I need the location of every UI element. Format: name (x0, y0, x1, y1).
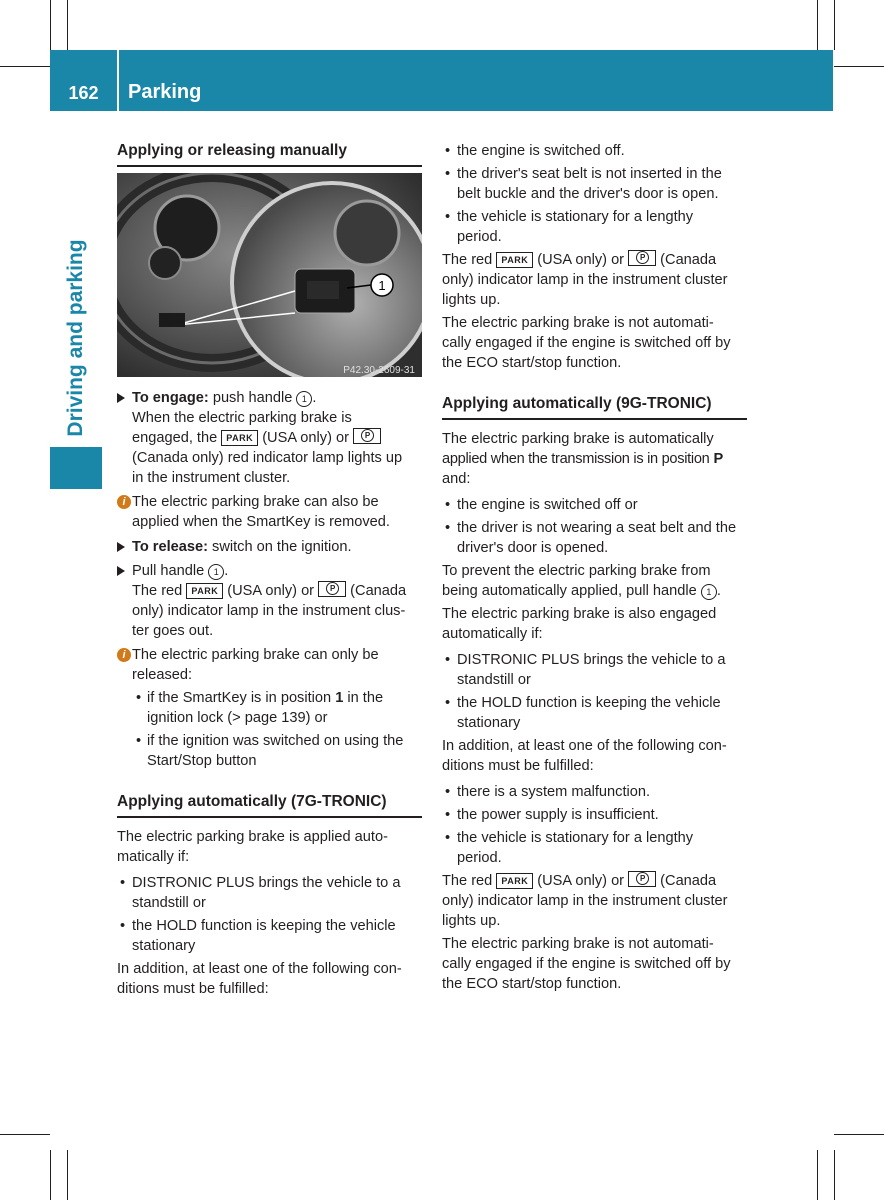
side-tab-label: Driving and parking (64, 239, 87, 437)
list-item: • the driver's seat belt is not inserted in the belt buckle and the driver's door is open. (442, 164, 752, 204)
paragraph: The red PARK (USA only) or P (Canada only) indicator lamp in the instrument cluster lights up. (442, 871, 752, 931)
step-arrow-icon (117, 542, 125, 552)
paragraph: In addition, at least one of the following con- ditions must be fulfilled: (117, 961, 402, 997)
crop-mark (67, 1150, 68, 1200)
crop-mark (834, 0, 835, 50)
parking-brake-photo (117, 173, 422, 377)
step-engage: To engage: push handle 1 . When the electric parking brake is engaged, the PARK (USA only) or P (Canada only) red indicator lamp lights up in the instrument cluster. (117, 388, 427, 488)
info-icon: i (117, 648, 131, 662)
circle-1-icon: 1 (208, 564, 224, 580)
step-release: To release: switch on the ignition. (117, 537, 427, 557)
list-item: • there is a system malfunction. (442, 782, 752, 802)
side-tab-marker (50, 447, 102, 489)
step-arrow-icon (117, 566, 125, 576)
list-item: • the engine is switched off or (442, 495, 752, 515)
paragraph: The red PARK (USA only) or P (Canada only) indicator lamp in the instrument cluster lights up. (442, 250, 752, 310)
heading-7g-tronic: Applying automatically (7G-TRONIC) (117, 792, 422, 818)
list-item: • the vehicle is stationary for a lengthy period. (442, 828, 752, 868)
list-item: • the HOLD function is keeping the vehicle stationary (442, 693, 752, 733)
crop-mark (834, 1134, 884, 1135)
paragraph: The electric parking brake is automatically applied when the transmission is in position P and: (442, 431, 724, 487)
paragraph: The electric parking brake is not automati- cally engaged if the engine is switched off by the ECO start/stop function. (442, 936, 731, 992)
crop-mark (834, 66, 884, 67)
list-item: • the HOLD function is keeping the vehicle stationary (117, 916, 422, 956)
paragraph: In addition, at least one of the following con- ditions must be fulfilled: (442, 738, 727, 774)
crop-mark (0, 1134, 50, 1135)
info-note: i The electric parking brake can only be released: (117, 645, 427, 685)
heading-manual: Applying or releasing manually (117, 141, 422, 167)
circle-1-icon: 1 (701, 584, 717, 600)
parking-brake-illustration (117, 173, 422, 377)
list-item: • the engine is switched off. (442, 141, 752, 161)
paragraph: The electric parking brake is applied auto- matically if: (117, 829, 388, 865)
crop-mark (67, 0, 68, 50)
section-title: Parking (128, 81, 202, 103)
park-lamp-icon: PARK (186, 583, 223, 599)
park-lamp-icon: PARK (221, 430, 258, 446)
info-icon: i (117, 495, 131, 509)
list-item: • the vehicle is stationary for a lengthy period. (442, 207, 752, 247)
info-note: i The electric parking brake can also be applied when the SmartKey is removed. (117, 492, 427, 532)
photo-callout-1: 1 (378, 278, 386, 293)
park-lamp-icon: PARK (496, 873, 533, 889)
parking-lamp-icon (353, 428, 381, 444)
parking-lamp-icon (628, 871, 656, 887)
park-lamp-icon: PARK (496, 252, 533, 268)
header-divider (117, 50, 119, 111)
list-item: • if the SmartKey is in position 1 in the ignition lock (> page 139) or (117, 688, 427, 728)
crop-mark (834, 1150, 835, 1200)
crop-mark (0, 66, 50, 67)
crop-mark (50, 0, 51, 50)
crop-mark (50, 1150, 51, 1200)
crop-mark (817, 0, 818, 50)
paragraph: The electric parking brake is not automati- cally engaged if the engine is switched off by the ECO start/stop function. (442, 315, 731, 371)
crop-mark (817, 1150, 818, 1200)
heading-9g-tronic: Applying automatically (9G-TRONIC) (442, 394, 747, 420)
list-item: • if the ignition was switched on using the Start/Stop button (117, 731, 427, 771)
paragraph: To prevent the electric parking brake from being automatically applied, pull handle 1 . (442, 563, 721, 599)
list-item: • DISTRONIC PLUS brings the vehicle to a standstill or (117, 873, 422, 913)
step-arrow-icon (117, 393, 125, 403)
parking-lamp-icon (318, 581, 346, 597)
list-item: • the power supply is insufficient. (442, 805, 752, 825)
step-pull: Pull handle 1 . The red PARK (USA only) or P (Canada only) indicator lamp in the instrument clus- ter goes out. (117, 561, 427, 641)
circle-1-icon: 1 (296, 391, 312, 407)
list-item: • DISTRONIC PLUS brings the vehicle to a standstill or (442, 650, 752, 690)
paragraph: The electric parking brake is also engaged automatically if: (442, 606, 717, 642)
parking-lamp-icon (628, 250, 656, 266)
photo-code: P42.30-2609-31 (343, 365, 415, 376)
page-number: 162 (68, 83, 99, 103)
list-item: • the driver is not wearing a seat belt and the driver's door is opened. (442, 518, 752, 558)
